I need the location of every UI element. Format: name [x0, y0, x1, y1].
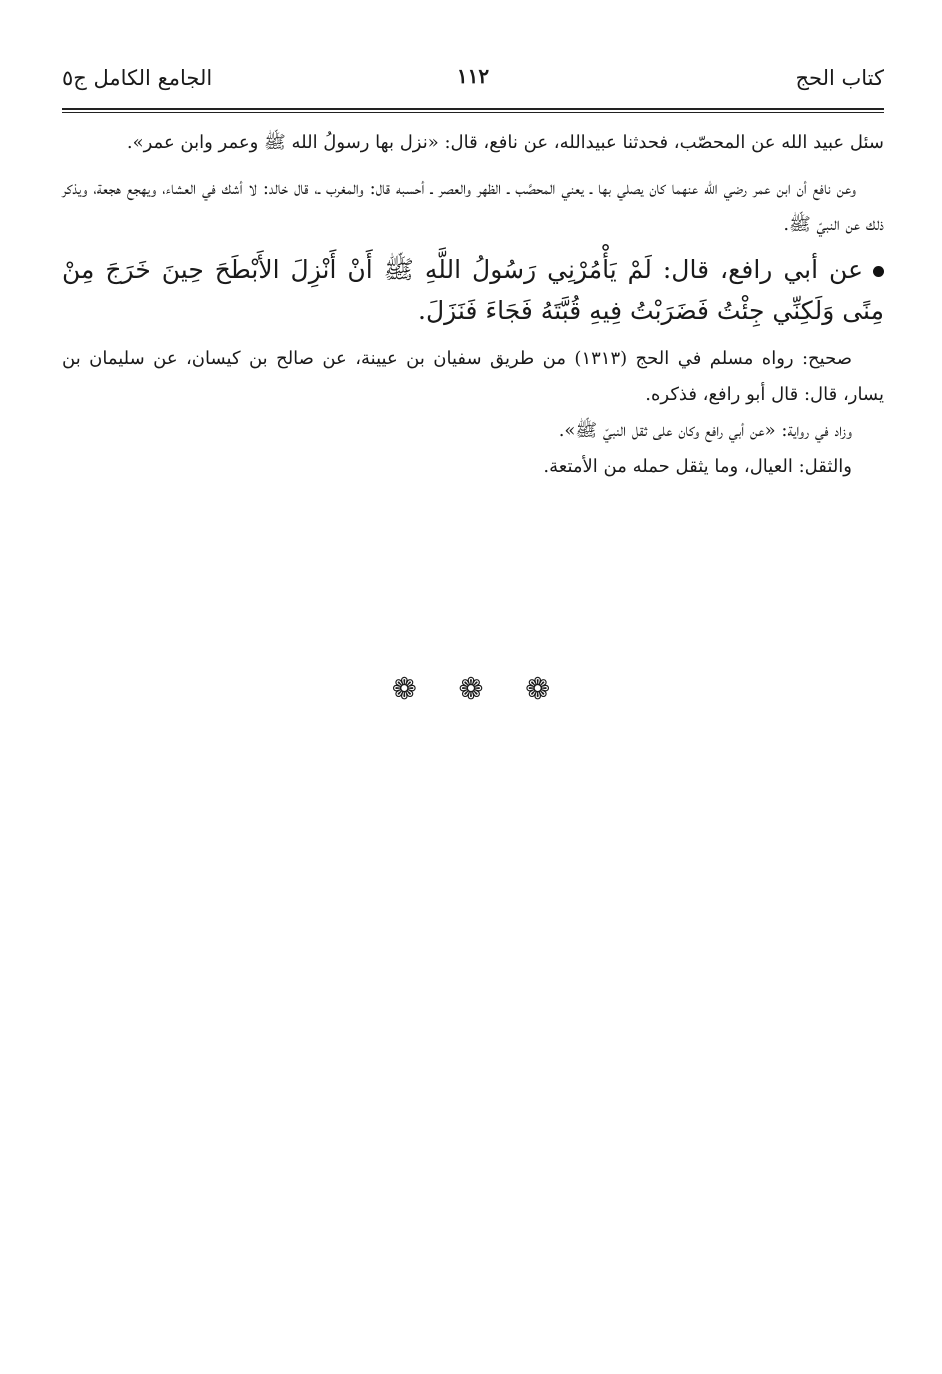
paragraph-nafi: وعن نافع أن ابن عمر رضي الله عنهما كان يصلي بها ـ يعني المحصَّب ـ الظهر والعصر ـ أحسبه قال: والمغرب ـ، قال خالد: لا أشك في العشاء، ويهجع هجعة، ويذكر ذلك عن النبيّ ﷺ. [62, 178, 884, 235]
bullet-icon [873, 266, 884, 277]
page-number: ١١٢ [456, 64, 490, 88]
hadith-body: عن أبي رافع، قال: لَمْ يَأْمُرْنِي رَسُولُ اللَّهِ ﷺ أَنْ أَنْزِلَ الأَبْطَحَ حِينَ خَرَجَ مِنْ مِنًى وَلَكِنِّي جِئْتُ فَضَرَبْتُ فِيهِ قُبَّتَهُ فَجَاءَ فَنَزَلَ. [62, 255, 884, 325]
running-header [62, 62, 884, 100]
section-ornaments [0, 672, 942, 707]
paragraph-riwaya: وزاد في رواية: «عن أبي رافع وكان على ثقل النبيّ ﷺ». [558, 420, 852, 441]
paragraph-takhrij: صحيح: رواه مسلم في الحج (١٣١٣) من طريق سفيان بن عيينة، عن صالح بن كيسان، عن سليمان بن يسار، قال: قال أبو رافع، فذكره. [62, 348, 884, 405]
header-collection: الجامع الكامل ج٥ [62, 66, 213, 90]
page-content [62, 125, 884, 485]
flower-ornament-icon: ❁ [525, 672, 551, 707]
flower-ornament-icon: ❁ [391, 672, 417, 707]
header-book-title: كتاب الحج [795, 66, 884, 90]
flower-ornament-icon: ❁ [458, 672, 484, 707]
paragraph-continuation: سئل عبيد الله عن المحصّب، فحدثنا عبيدالله، عن نافع، قال: «نزل بها رسولُ الله ﷺ وعمر وابن عمر». [126, 132, 884, 153]
book-page [62, 62, 884, 485]
header-rule-thin [62, 112, 884, 113]
hadith-text [62, 249, 884, 331]
header-rule-thick [62, 108, 884, 110]
paragraph-definition: والثقل: العيال، وما يثقل حمله من الأمتعة. [543, 456, 852, 477]
